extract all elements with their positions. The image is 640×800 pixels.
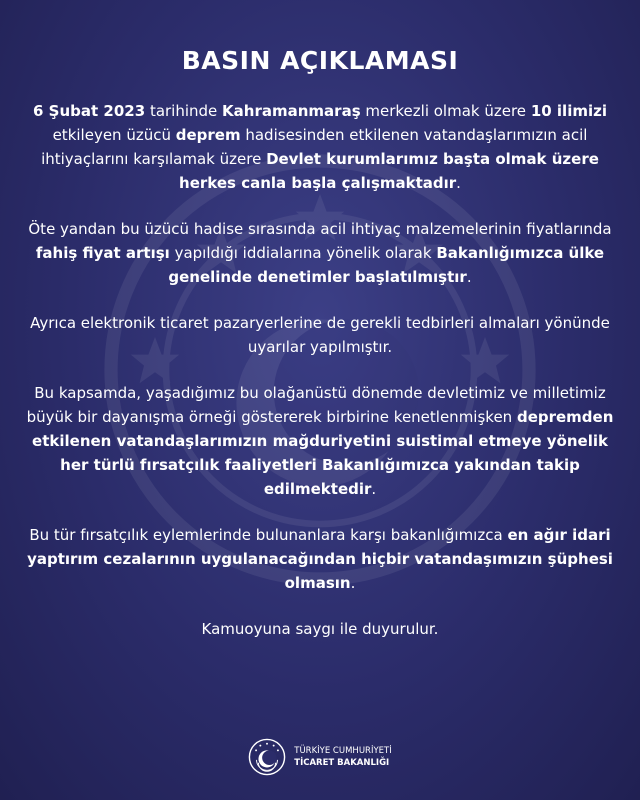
text: hadisesinden etkilenen vatandaşlarımızın acil ihtiyaçlarını karşılamak üzere	[41, 126, 588, 168]
bold-text: 10 ilimizi	[530, 102, 607, 120]
footer-line-2: TİCARET BAKANLIĞI	[294, 758, 390, 768]
bold-text: 6 Şubat 2023	[33, 102, 146, 120]
paragraph	[24, 217, 616, 289]
text: .	[350, 574, 356, 592]
bold-text: Devlet kurumlarımız başta olmak üzere herkes canla başla çalışmaktadır	[179, 150, 599, 192]
paragraph	[24, 617, 616, 641]
paragraph	[24, 99, 616, 195]
press-release-body	[24, 46, 616, 663]
text: tarihinde	[145, 102, 223, 120]
paragraph	[24, 311, 616, 359]
text: Ayrıca elektronik ticaret pazaryerlerine de gerekli tedbirleri almaları yönünde uyarılar yapılmıştır.	[30, 314, 610, 356]
bold-text: fahiş fiyat artışı	[35, 244, 170, 262]
text: Bu tür fırsatçılık eylemlerinde bulunanlara karşı bakanlığımızca	[29, 526, 508, 544]
bold-text: en ağır idari yaptırım cezalarının uygulanacağından hiçbir vatandaşımızın şüphesi olmasın	[27, 526, 613, 592]
ministry-footer	[0, 738, 640, 776]
text: .	[466, 268, 472, 286]
bold-text: deprem	[175, 126, 241, 144]
text: merkezli olmak üzere	[360, 102, 531, 120]
text: Öte yandan bu üzücü hadise sırasında acil ihtiyaç malzemelerinin fiyatlarında	[28, 220, 612, 238]
bold-text: depremden etkilenen vatandaşlarımızın mağduriyetini suistimal etmeye yönelik her türlü fırsatçılık faaliyetleri Bakanlığımızca yakından takip edilmektedir	[32, 408, 614, 498]
paragraph	[24, 523, 616, 595]
text: yapıldığı iddialarına yönelik olarak	[169, 244, 437, 262]
ministry-name	[294, 745, 391, 769]
bold-text: Kahramanmaraş	[222, 102, 361, 120]
text: Bu kapsamda, yaşadığımız bu olağanüstü dönemde devletimiz ve milletimiz büyük bir dayanışma örneği göstererek birbirine kenetlenmişken	[26, 384, 606, 426]
text: .	[371, 480, 377, 498]
text: .	[456, 174, 461, 192]
page-title: BASIN AÇIKLAMASI	[181, 46, 459, 75]
paragraph-list	[24, 99, 616, 641]
text: Kamuoyuna saygı ile duyurulur.	[201, 620, 439, 638]
bold-text: Bakanlığımızca ülke genelinde denetimler başlatılmıştır	[168, 244, 605, 286]
paragraph	[24, 381, 616, 501]
ministry-emblem-icon	[248, 738, 286, 776]
footer-line-1: TÜRKİYE CUMHURİYETİ	[294, 746, 392, 756]
text: etkileyen üzücü	[52, 126, 176, 144]
